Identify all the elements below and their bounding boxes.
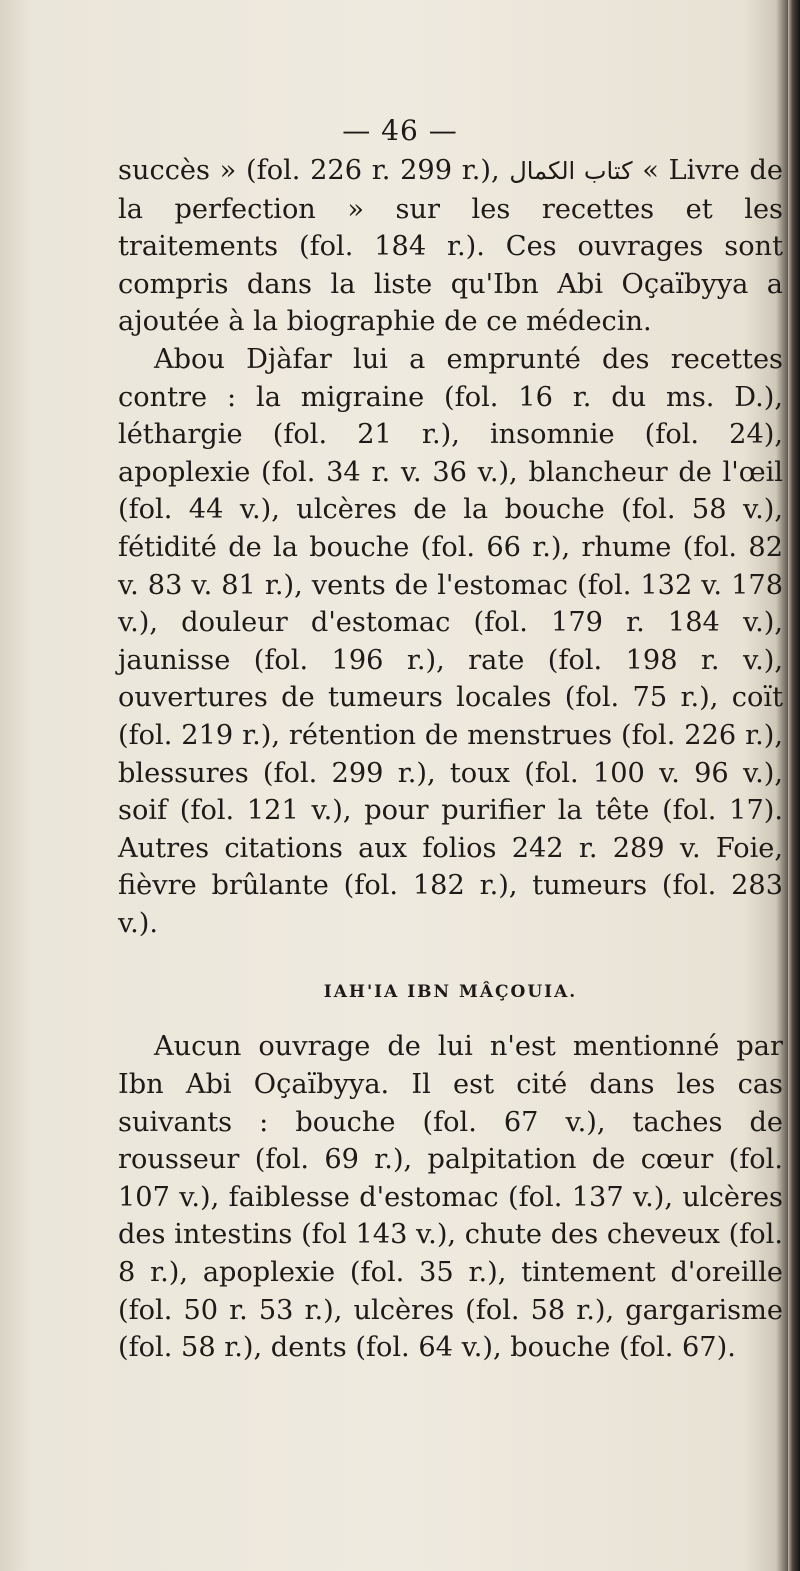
section-heading: IAH'IA IBN MÂÇOUIA. [323,982,578,1003]
paragraph-continued [118,152,783,341]
text-block [118,152,783,1367]
paragraph-text-before-arabic: succès » (fol. 226 r. 299 r.), [118,155,500,186]
page-number: — 46 — [342,114,458,147]
page-edge-shadow [788,0,800,1571]
paragraph-abou-djafar: Abou Djàfar lui a emprunté des recettes contre : la migraine (fol. 16 r. du ms. D.), léthargie (fol. 21 r.), insomnie (fol. 24), apoplexie (fol. 34 r. v. 36 v.), blancheur de l'œil (fol. 44 v.), ulcères de la bouche (fol. 58 v.), fétidité de la bouche (fol. 66 r.), rhume (fol. 82 v. 83 v. 81 r.), vents de l'estomac (fol. 132 v. 178 v.), douleur d'estomac (fol. 179 r. 184 v.), jaunisse (fol. 196 r.), rate (fol. 198 r. v.), ouvertures de tumeurs locales (fol. 75 r.), coït (fol. 219 r.), rétention de menstrues (fol. 226 r.), blessures (fol. 299 r.), toux (fol. 100 v. 96 v.), soif (fol. 121 v.), pour purifier la tête (fol. 17). Autres citations aux folios 242 r. 289 v. Foie, fièvre brûlante (fol. 182 r.), tumeurs (fol. 283 v.). [118,343,783,939]
paragraph-iahia: Aucun ouvrage de lui n'est mentionné par Ibn Abi Oçaïbyya. Il est cité dans les cas suivants : bouche (fol. 67 v.), taches de rousseur (fol. 69 r.), palpitation de cœur (fol. 107 v.), faiblesse d'estomac (fol. 137 v.), ulcères des intestins (fol 143 v.), chute des cheveux (fol. 8 r.), apoplexie (fol. 35 r.), tintement d'oreille (fol. 50 r. 53 r.), ulcères (fol. 58 r.), gargarisme (fol. 58 r.), dents (fol. 64 v.), bouche (fol. 67). [118,1031,783,1364]
paragraph-text-after-arabic: « Livre de la perfection » sur les recettes et les traitements (fol. 184 r.). Ces ouvrages sont compris dans la liste qu'Ibn Abi Oçaïbyya a ajoutée à la biographie de ce médecin. [118,155,783,338]
arabic-title: كتاب الكمال [509,157,633,185]
